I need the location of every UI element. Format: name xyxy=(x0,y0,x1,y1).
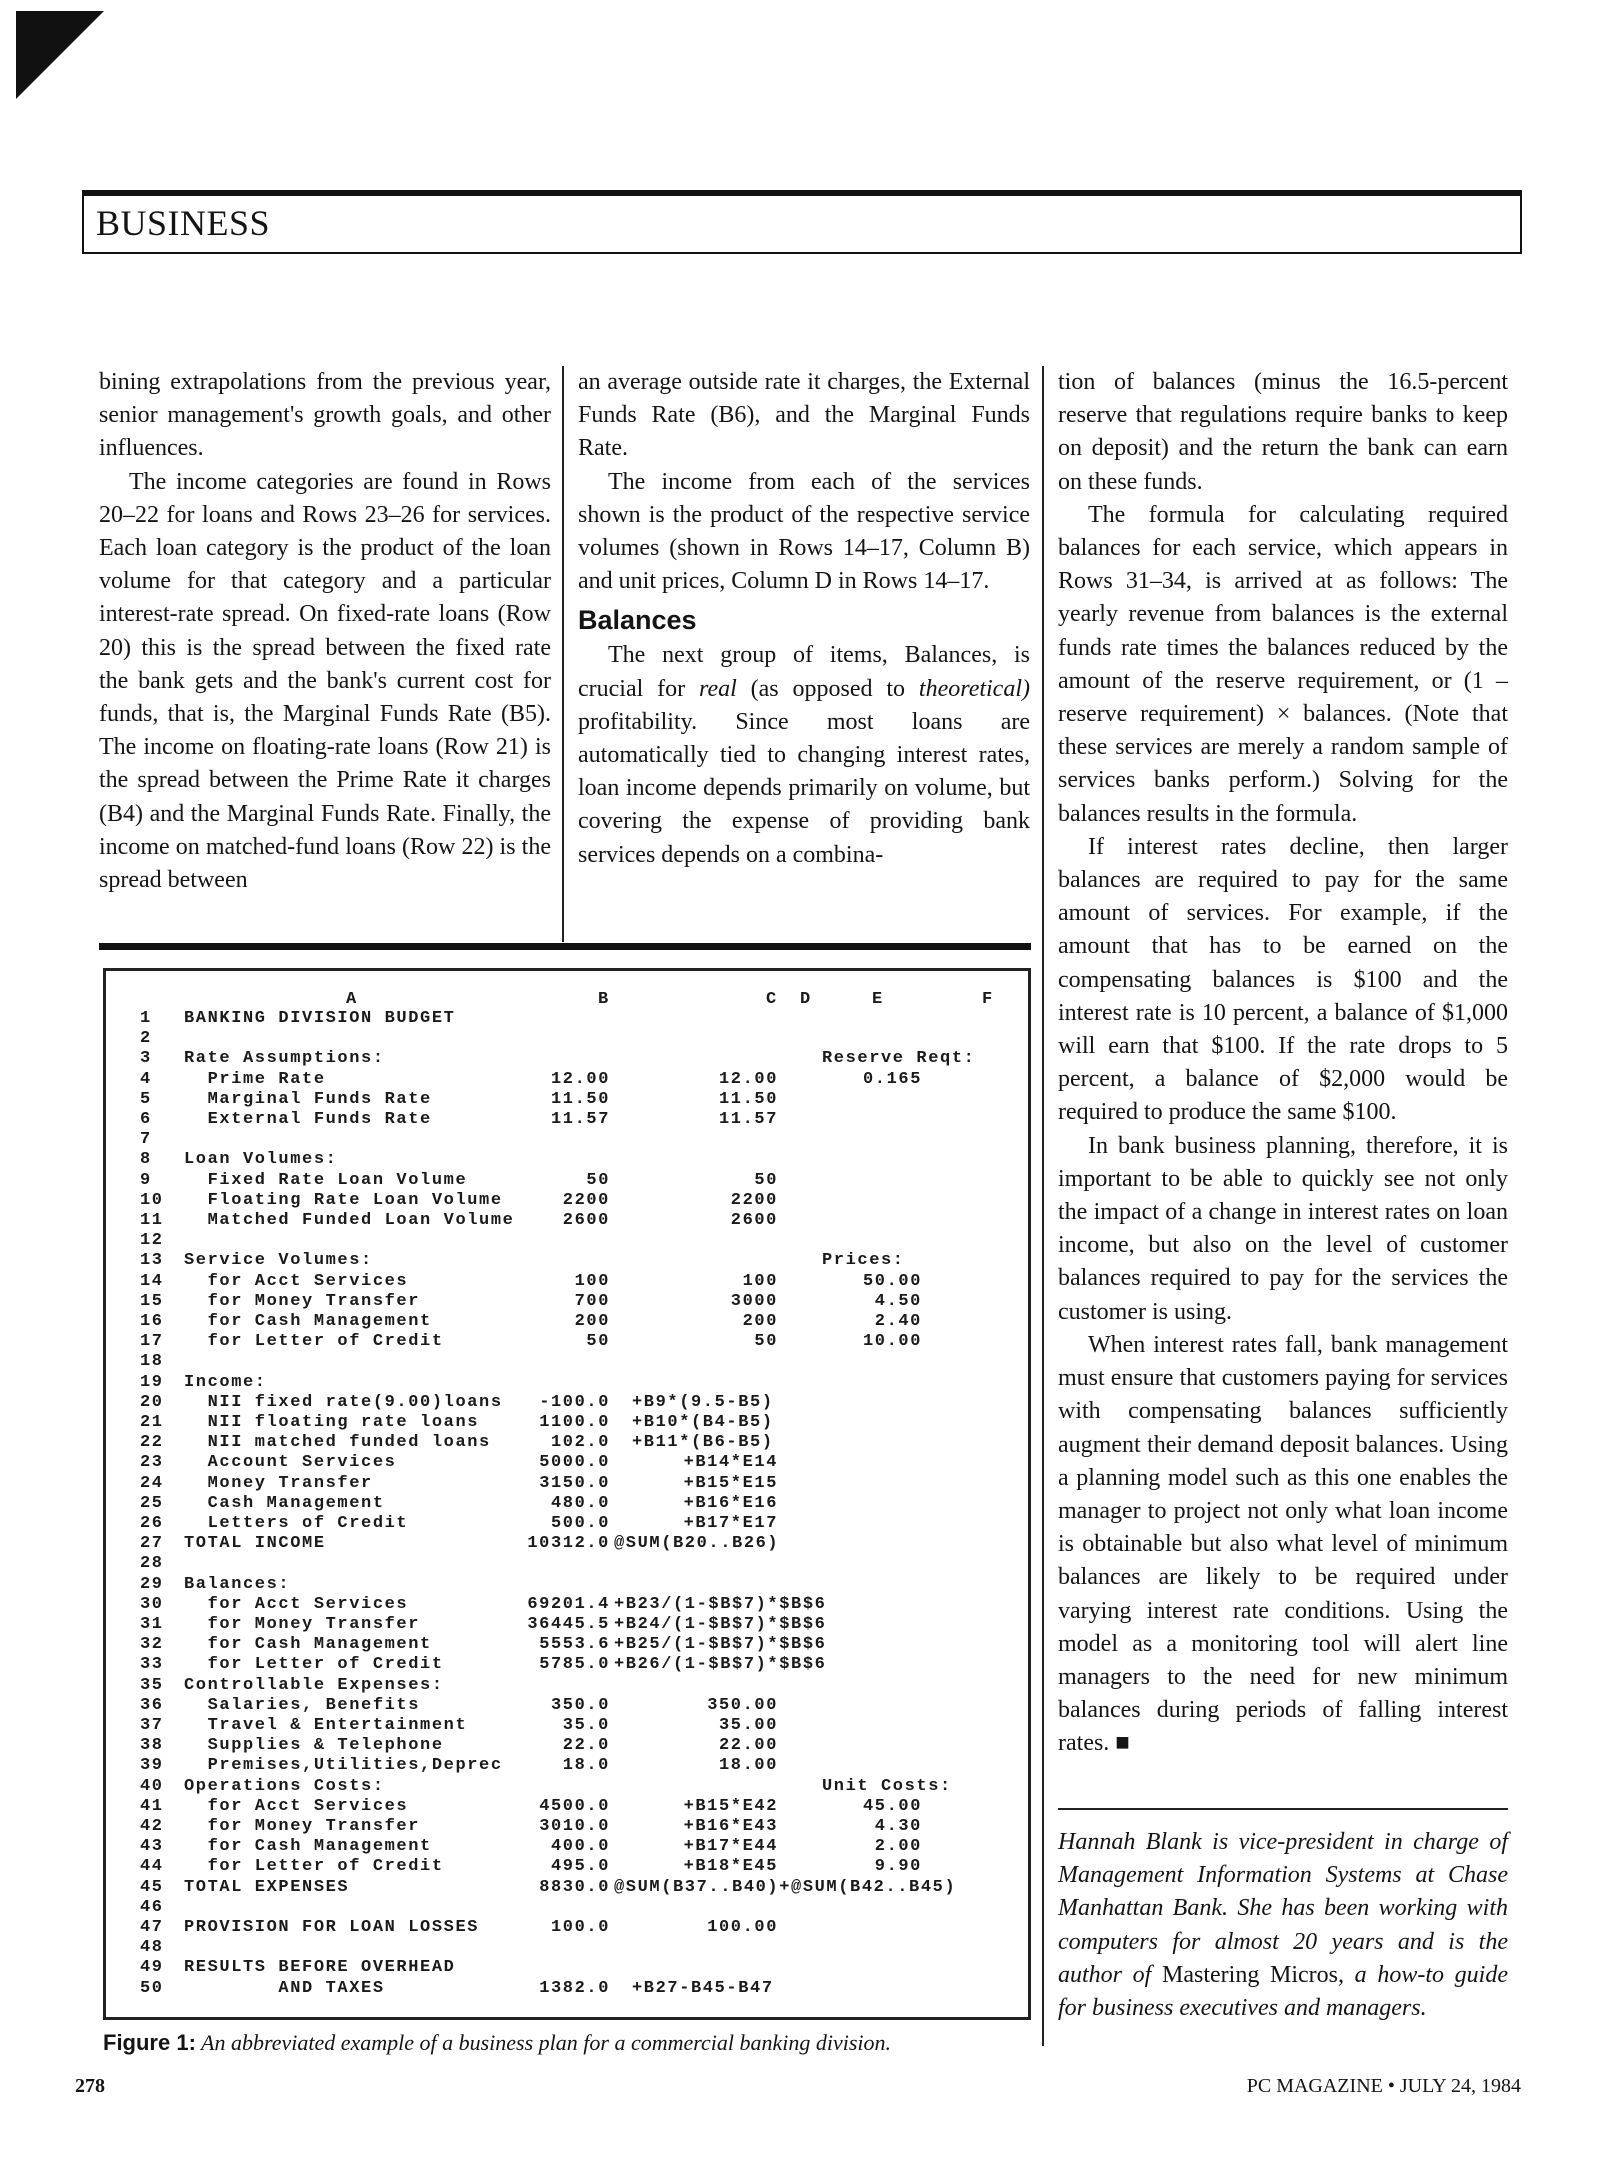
cell-c: +B15*E15 xyxy=(683,1473,778,1493)
row-label: Controllable Expenses: xyxy=(184,1675,444,1695)
row-number: 39 xyxy=(140,1756,164,1776)
section-title: BUSINESS xyxy=(96,203,271,243)
row-number: 25 xyxy=(140,1493,164,1513)
paragraph xyxy=(578,639,1030,871)
cell-b: 350.0 xyxy=(550,1695,610,1715)
book-title: Mastering Micros xyxy=(1162,1961,1338,1988)
column-1 xyxy=(99,366,551,897)
column-header-a: A xyxy=(346,990,358,1009)
cell-c: 35.00 xyxy=(718,1716,778,1735)
row-number: 40 xyxy=(140,1776,164,1796)
cell-c: 100.00 xyxy=(707,1918,778,1937)
row-label: Marginal Funds Rate xyxy=(184,1089,432,1109)
row-label: Balances: xyxy=(184,1574,291,1594)
cell-b: 5000.0 xyxy=(539,1453,610,1473)
row-number: 43 xyxy=(140,1837,164,1857)
row-number: 24 xyxy=(140,1473,164,1493)
row-number: 2 xyxy=(140,1029,152,1049)
row-number: 42 xyxy=(140,1817,164,1836)
row-number: 13 xyxy=(140,1251,164,1271)
row-label: PROVISION FOR LOAN LOSSES xyxy=(184,1918,480,1937)
row-number: 15 xyxy=(140,1291,164,1311)
row-label: for Money Transfer xyxy=(184,1291,421,1311)
cell-c: 200 xyxy=(742,1312,778,1331)
row-number: 12 xyxy=(140,1231,164,1251)
row-number: 21 xyxy=(140,1413,164,1432)
row-label: NII matched funded loans xyxy=(184,1433,491,1453)
column-header-f: F xyxy=(982,990,994,1009)
cell-c: @SUM(B20..B26) xyxy=(614,1534,780,1554)
cell-b: 100.0 xyxy=(550,1918,610,1937)
figure-caption xyxy=(103,2030,891,2056)
row-label: for Cash Management xyxy=(184,1837,432,1857)
row-number: 26 xyxy=(140,1514,164,1533)
row-label: External Funds Rate xyxy=(184,1110,432,1129)
text-run: profitability. Since most loans are automatically tied to changing interest rates, loan income depends primarily on volume, but covering the expense of providing bank services depends on a combina- xyxy=(578,708,1030,868)
page-number: 278 xyxy=(75,2075,105,2097)
cell-c: +B11*(B6-B5) xyxy=(632,1433,774,1453)
cell-b: 10312.0 xyxy=(527,1534,610,1554)
row-label: for Cash Management xyxy=(184,1635,432,1655)
row-number: 33 xyxy=(140,1655,164,1675)
text-run: real xyxy=(699,675,737,702)
row-number: 38 xyxy=(140,1736,164,1756)
cell-c: +B16*E43 xyxy=(683,1817,778,1836)
row-label: for Acct Services xyxy=(184,1796,409,1816)
row-number: 9 xyxy=(140,1170,152,1190)
row-label: Prime Rate xyxy=(184,1069,326,1089)
cell-b: 3150.0 xyxy=(539,1473,610,1493)
cell-b: 5785.0 xyxy=(539,1655,610,1675)
cell-e: 4.50 xyxy=(874,1291,922,1311)
cell-c: @SUM(B37..B40)+@SUM(B42..B45) xyxy=(614,1877,957,1897)
paragraph: tion of balances (minus the 16.5-percent reserve that regulations require banks to keep on deposit) and the return the bank can earn on these funds. xyxy=(1058,369,1508,495)
paragraph: When interest rates fall, bank management must ensure that customers paying for services with compensating balances sufficiently augment their demand deposit balances. Using a planning model such as this one enables the manager to project not only what loan income is obtainable but also what level of minimum balances are likely to be required under varying interest rate conditions. Using the model as a monitoring tool will alert line managers to the need for new minimum balances during periods of falling interest rates. ■ xyxy=(1058,1331,1508,1757)
row-label: for Letter of Credit xyxy=(184,1655,444,1675)
row-number: 4 xyxy=(140,1069,152,1089)
row-number: 49 xyxy=(140,1958,164,1978)
cell-c: 350.00 xyxy=(707,1695,778,1715)
cell-b: 102.0 xyxy=(550,1433,610,1453)
cell-b: 22.0 xyxy=(562,1736,610,1756)
bio-rule xyxy=(1058,1808,1508,1810)
row-number: 47 xyxy=(140,1918,164,1937)
column-header-c: C xyxy=(766,990,778,1009)
row-label: BANKING DIVISION BUDGET xyxy=(184,1009,456,1028)
row-label: Salaries, Benefits xyxy=(184,1695,421,1715)
row-number: 1 xyxy=(140,1009,152,1028)
subheading-balances: Balances xyxy=(578,605,697,636)
column-divider xyxy=(1042,366,1044,2046)
text-run: Hannah Blank is vice-president in charge of Management Information Systems at Chase Manhattan Bank. She has been working with computers for almost 20 years and is the author of xyxy=(1058,1829,1508,1988)
cell-c: 12.00 xyxy=(718,1069,778,1089)
row-number: 19 xyxy=(140,1372,164,1392)
cell-b: 11.57 xyxy=(550,1110,610,1129)
row-number: 30 xyxy=(140,1594,164,1614)
cell-b: 5553.6 xyxy=(539,1635,610,1655)
cell-e: 9.90 xyxy=(874,1857,922,1877)
row-label: for Money Transfer xyxy=(184,1615,421,1634)
row-label: AND TAXES xyxy=(184,1978,385,1998)
cell-b: 200 xyxy=(574,1312,610,1331)
publication-line: PC MAGAZINE • JULY 24, 1984 xyxy=(1246,2075,1521,2097)
row-label: Loan Volumes: xyxy=(184,1150,338,1170)
cell-c: 2600 xyxy=(730,1211,778,1230)
author-bio xyxy=(1058,1826,1508,2025)
column-3 xyxy=(1058,366,1508,1761)
row-label: Operations Costs: xyxy=(184,1776,385,1796)
text-run: theoretical) xyxy=(918,675,1030,702)
cell-c: +B27-B45-B47 xyxy=(632,1978,774,1998)
cell-e: 2.40 xyxy=(874,1312,922,1331)
row-number: 17 xyxy=(140,1332,164,1352)
row-label: Cash Management xyxy=(184,1493,385,1513)
row-number: 27 xyxy=(140,1534,164,1554)
cell-e: 45.00 xyxy=(862,1796,922,1816)
column-header-e: E xyxy=(872,990,884,1009)
cell-c: +B26/(1-$B$7)*$B$6 xyxy=(614,1655,827,1675)
cell-b: 69201.4 xyxy=(527,1594,610,1614)
cell-b: 50 xyxy=(586,1332,610,1352)
row-label: Travel & Entertainment xyxy=(184,1716,468,1735)
column-divider xyxy=(562,366,564,942)
paragraph: an average outside rate it charges, the External Funds Rate (B6), and the Marginal Funds Rate. xyxy=(578,369,1030,462)
caption-label: Figure 1: xyxy=(103,2030,196,2055)
row-number: 37 xyxy=(140,1716,164,1735)
row-label: Rate Assumptions: xyxy=(184,1049,385,1069)
cell-b: 1382.0 xyxy=(539,1978,610,1998)
cell-b: 8830.0 xyxy=(539,1877,610,1897)
row-label: Service Volumes: xyxy=(184,1251,373,1271)
cell-b: 480.0 xyxy=(550,1493,610,1513)
section-header xyxy=(82,196,1522,254)
cell-c: +B25/(1-$B$7)*$B$6 xyxy=(614,1635,827,1655)
cell-b: 18.0 xyxy=(562,1756,610,1776)
cell-c: +B18*E45 xyxy=(683,1857,778,1877)
cell-c: +B23/(1-$B$7)*$B$6 xyxy=(614,1594,827,1614)
cell-b: 2200 xyxy=(562,1190,610,1210)
row-label: NII fixed rate(9.00)loans xyxy=(184,1392,503,1412)
column-2 xyxy=(578,366,1030,872)
cell-c: +B14*E14 xyxy=(683,1453,778,1473)
cell-c: +B17*E44 xyxy=(683,1837,778,1857)
row-label: Money Transfer xyxy=(184,1473,373,1493)
cell-b: 12.00 xyxy=(550,1069,610,1089)
text-run: , a how-to guide for business executives and managers. xyxy=(1058,1961,1508,2022)
cell-b: 100 xyxy=(574,1271,610,1291)
cell-b: 35.0 xyxy=(562,1716,610,1735)
column-header-d: D xyxy=(800,990,812,1009)
row-number: 7 xyxy=(140,1130,152,1150)
text-run: (as opposed to xyxy=(736,675,919,702)
row-label: Account Services xyxy=(184,1453,397,1473)
row-label: for Letter of Credit xyxy=(184,1857,444,1877)
cell-c: 100 xyxy=(742,1271,778,1291)
row-label: Income: xyxy=(184,1372,267,1392)
cell-b: 36445.5 xyxy=(527,1615,610,1634)
row-number: 46 xyxy=(140,1897,164,1917)
row-number: 3 xyxy=(140,1049,152,1069)
cell-c: 3000 xyxy=(730,1291,778,1311)
row-number: 23 xyxy=(140,1453,164,1473)
cell-e: 10.00 xyxy=(862,1332,922,1352)
cell-b: 1100.0 xyxy=(539,1413,610,1432)
row-number: 50 xyxy=(140,1978,164,1998)
cell-e-label: Prices: xyxy=(822,1251,905,1271)
paragraph: The income from each of the services shown is the product of the respective service volumes (shown in Rows 14–17, Column B) and unit prices, Column D in Rows 14–17. xyxy=(578,468,1030,595)
row-number: 10 xyxy=(140,1190,164,1210)
cell-c: 50 xyxy=(754,1170,778,1190)
cell-b: 500.0 xyxy=(550,1514,610,1533)
cell-e: 50.00 xyxy=(862,1271,922,1291)
row-label: Premises,Utilities,Deprec xyxy=(184,1756,503,1776)
row-number: 32 xyxy=(140,1635,164,1655)
row-number: 45 xyxy=(140,1877,164,1897)
cell-e: 0.165 xyxy=(862,1069,922,1089)
row-label: Matched Funded Loan Volume xyxy=(184,1211,515,1230)
row-label: TOTAL EXPENSES xyxy=(184,1877,350,1897)
row-label: Floating Rate Loan Volume xyxy=(184,1190,503,1210)
cell-c: 18.00 xyxy=(718,1756,778,1776)
row-label: Letters of Credit xyxy=(184,1514,409,1533)
cell-b: 495.0 xyxy=(550,1857,610,1877)
cell-c: 11.50 xyxy=(718,1089,778,1109)
cell-c: 2200 xyxy=(730,1190,778,1210)
row-number: 48 xyxy=(140,1938,164,1958)
cell-e-label: Reserve Reqt: xyxy=(822,1049,976,1069)
cell-b: 3010.0 xyxy=(539,1817,610,1836)
cell-e: 2.00 xyxy=(874,1837,922,1857)
row-label: Fixed Rate Loan Volume xyxy=(184,1170,468,1190)
paragraph: bining extrapolations from the previous year, senior management's growth goals, and other influences. xyxy=(99,369,551,462)
cell-c: +B16*E16 xyxy=(683,1493,778,1513)
cell-b: -100.0 xyxy=(539,1392,610,1412)
row-number: 14 xyxy=(140,1271,164,1291)
row-label: for Cash Management xyxy=(184,1312,432,1331)
cell-b: 700 xyxy=(574,1291,610,1311)
row-label: Supplies & Telephone xyxy=(184,1736,444,1756)
row-label: for Acct Services xyxy=(184,1271,409,1291)
cell-c: 22.00 xyxy=(718,1736,778,1756)
cell-c: +B24/(1-$B$7)*$B$6 xyxy=(614,1615,827,1634)
paragraph: In bank business planning, therefore, it is important to be able to quickly see not only the impact of a change in interest rates on loan income, but also on the level of customer balances required to pay for the services the customer is using. xyxy=(1058,1132,1508,1325)
row-label: RESULTS BEFORE OVERHEAD xyxy=(184,1958,456,1978)
row-number: 22 xyxy=(140,1433,164,1453)
row-number: 8 xyxy=(140,1150,152,1170)
cell-c: +B10*(B4-B5) xyxy=(632,1413,774,1432)
column-header-b: B xyxy=(598,990,610,1009)
cell-c: +B15*E42 xyxy=(683,1796,778,1816)
row-number: 44 xyxy=(140,1857,164,1877)
paragraph: The formula for calculating required balances for each service, which appears in Rows 31–34, is arrived at as follows: The yearly revenue from balances is the external funds rate times the balances reduced by the amount of the reserve requirement, or (1 – reserve requirement) × balances. (Note that these services are merely a random sample of services banks perform.) Solving for the balances results in the formula. xyxy=(1058,501,1508,827)
caption-text: An abbreviated example of a business plan for a commercial banking division. xyxy=(195,2030,892,2055)
text-run: The next group of items, Balances, is crucial for xyxy=(578,642,1030,702)
figure-spreadsheet xyxy=(103,968,1031,2020)
cell-b: 2600 xyxy=(562,1211,610,1230)
row-number: 29 xyxy=(140,1574,164,1594)
cell-c: +B9*(9.5-B5) xyxy=(632,1392,774,1412)
row-label: TOTAL INCOME xyxy=(184,1534,326,1554)
cell-b: 50 xyxy=(586,1170,610,1190)
row-number: 11 xyxy=(140,1211,164,1230)
paragraph: The income categories are found in Rows 20–22 for loans and Rows 23–26 for services. Each loan category is the product of the loan volume for that category and a particular interest-rate spread. On fixed-rate loans (Row 20) this is the spread between the fixed rate the bank gets and the bank's current cost for funds, that is, the Marginal Funds Rate (B5). The income on floating-rate loans (Row 21) is the spread between the Prime Rate it charges (B4) and the Marginal Funds Rate. Finally, the income on matched-fund loans (Row 22) is the spread between xyxy=(99,468,551,894)
row-number: 35 xyxy=(140,1675,164,1695)
row-number: 18 xyxy=(140,1352,164,1372)
row-number: 20 xyxy=(140,1392,164,1412)
row-label: NII floating rate loans xyxy=(184,1413,480,1432)
paragraph: If interest rates decline, then larger balances are required to pay for the same amount of services. For example, if the amount that has to be earned on the compensating balances is $100 and the interest rate is 10 percent, a balance of $1,000 will earn that $100. If the rate drops to 5 percent, a balance of $2,000 would be required to produce the same $100. xyxy=(1058,833,1508,1126)
cell-b: 11.50 xyxy=(550,1089,610,1109)
row-number: 6 xyxy=(140,1110,152,1129)
row-number: 28 xyxy=(140,1554,164,1574)
cell-b: 4500.0 xyxy=(539,1796,610,1816)
row-label: for Letter of Credit xyxy=(184,1332,444,1352)
row-number: 16 xyxy=(140,1312,164,1331)
figure-top-rule xyxy=(99,943,1031,950)
cell-b: 400.0 xyxy=(550,1837,610,1857)
corner-mark xyxy=(16,11,104,99)
cell-e-label: Unit Costs: xyxy=(822,1776,952,1796)
cell-c: 50 xyxy=(754,1332,778,1352)
cell-e: 4.30 xyxy=(874,1817,922,1836)
cell-c: +B17*E17 xyxy=(683,1514,778,1533)
row-number: 41 xyxy=(140,1796,164,1816)
cell-c: 11.57 xyxy=(718,1110,778,1129)
row-label: for Money Transfer xyxy=(184,1817,421,1836)
row-label: for Acct Services xyxy=(184,1594,409,1614)
row-number: 5 xyxy=(140,1089,152,1109)
row-number: 31 xyxy=(140,1615,164,1634)
row-number: 36 xyxy=(140,1695,164,1715)
